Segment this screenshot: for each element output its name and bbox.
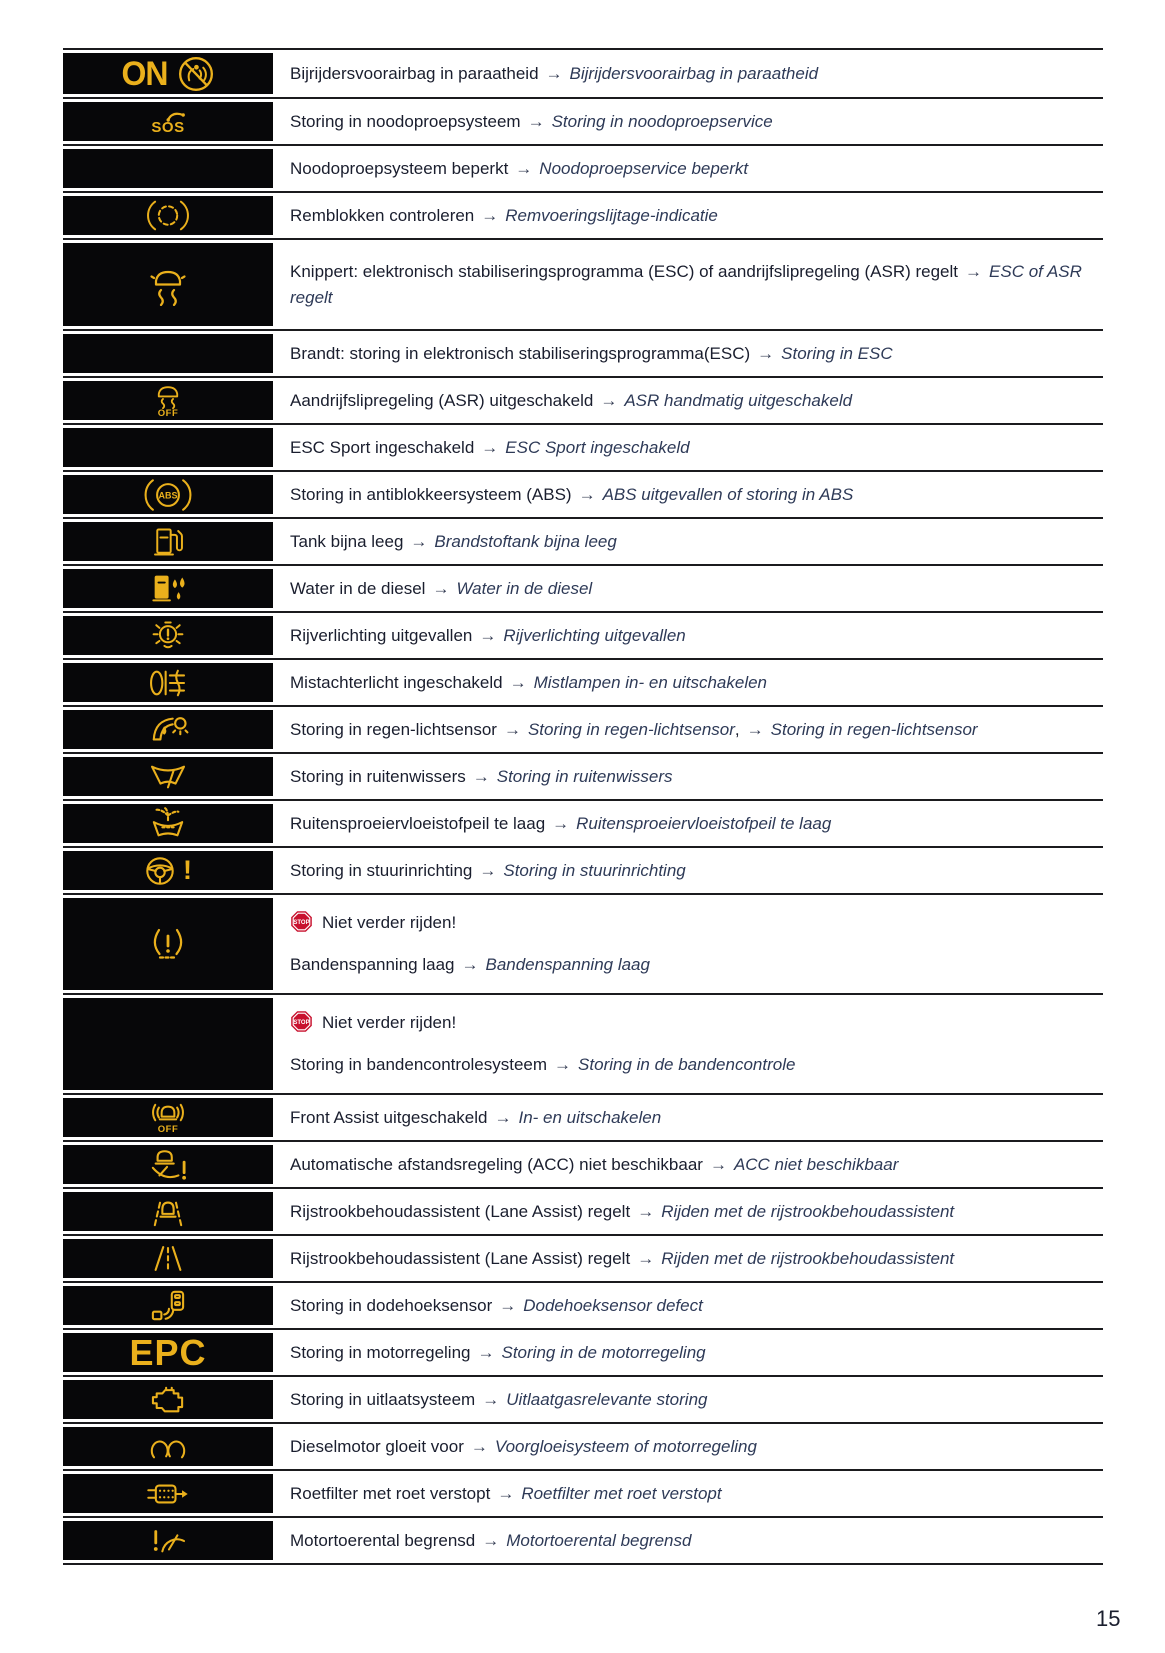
row-description: [273, 331, 1103, 376]
table-row: [63, 1330, 1103, 1377]
arrow-icon: →: [746, 719, 764, 739]
row-description: [273, 1377, 1103, 1422]
arrow-icon: →: [481, 437, 499, 457]
arrow-icon: →: [554, 1055, 572, 1074]
warning-light-cell: [63, 243, 273, 326]
row-description: [273, 566, 1103, 611]
warning-light-cell: [63, 381, 273, 420]
row-description: [273, 754, 1103, 799]
passenger-airbag-on-icon: [122, 55, 215, 93]
reference-text: In- en uitschakelen: [518, 1107, 662, 1127]
warning-light-cell: [63, 616, 273, 655]
arrow-icon: →: [545, 63, 563, 83]
description-text: Storing in regen-lichtsensor: [290, 719, 497, 739]
reference-text: Storing in de motorregeling: [501, 1342, 706, 1362]
warning-light-cell: [63, 149, 273, 188]
reference-text: Ruitensproeiervloeistofpeil te laag: [576, 813, 832, 833]
warning-light-cell: [63, 1145, 273, 1184]
table-row: [63, 50, 1103, 99]
arrow-icon: →: [461, 955, 479, 974]
description-text: Storing in stuurinrichting: [290, 860, 473, 880]
reference-text: Bandenspanning laag: [485, 955, 650, 974]
reference-text: Rijden met de rijstrookbehoudassistent: [661, 1248, 955, 1268]
table-row: [63, 895, 1103, 995]
warning-light-cell: [63, 1474, 273, 1513]
fuel-pump-icon: [151, 524, 185, 560]
description-text: Knippert: elektronisch stabiliseringsprogramma (ESC) of aandrijfslipregeling (ASR) regelt: [290, 261, 959, 281]
row-description: [273, 519, 1103, 564]
description-text: Noodoproepsysteem beperkt: [290, 158, 509, 178]
description-text: Rijstrookbehoudassistent (Lane Assist) regelt: [290, 1248, 631, 1268]
table-row: [63, 566, 1103, 613]
row-description: [273, 99, 1103, 144]
warning-light-cell: [63, 428, 273, 467]
row-description: [273, 1283, 1103, 1328]
arrow-icon: →: [637, 1201, 655, 1221]
row-description: [273, 995, 1103, 1093]
wiper-icon: [146, 761, 190, 793]
lane-markings-icon: [148, 1244, 188, 1273]
row-description: [273, 707, 1103, 752]
rear-fog-light-icon: [146, 667, 190, 699]
reference-text: Remvoeringslijtage-indicatie: [505, 205, 718, 225]
table-row: [63, 99, 1103, 146]
reference-text: Storing in regen-lichtsensor: [770, 719, 978, 739]
table-row: [63, 472, 1103, 519]
description-text: Niet verder rijden!: [322, 913, 457, 932]
row-description: [273, 1236, 1103, 1281]
reference-text: Mistlampen in- en uitschakelen: [533, 672, 768, 692]
svg-text:ABS: ABS: [158, 489, 178, 500]
row-description: [273, 1142, 1103, 1187]
glow-plug-icon: [146, 1433, 190, 1461]
warning-light-cell: [63, 1286, 273, 1325]
warning-light-cell: [63, 1427, 273, 1466]
table-row: [63, 519, 1103, 566]
svg-text:STOP: STOP: [293, 919, 310, 926]
row-description: [273, 378, 1103, 423]
row-description: [273, 1518, 1103, 1563]
description-text: Ruitensproeiervloeistofpeil te laag: [290, 813, 546, 833]
description-text: Storing in noodoproepsysteem: [290, 111, 521, 131]
arrow-icon: →: [757, 343, 775, 363]
table-row: [63, 1283, 1103, 1330]
description-text: Front Assist uitgeschakeld: [290, 1107, 488, 1127]
description-text: Tank bijna leeg: [290, 531, 404, 551]
row-description: [273, 848, 1103, 893]
table-row: [63, 1377, 1103, 1424]
warning-light-cell: [63, 1192, 273, 1231]
table-row: [63, 146, 1103, 193]
reference-text: ASR handmatig uitgeschakeld: [624, 390, 853, 410]
water-in-fuel-icon: [150, 572, 187, 605]
table-row: [63, 613, 1103, 660]
description-text: ,: [734, 719, 740, 739]
table-row: [63, 1518, 1103, 1565]
arrow-icon: →: [578, 484, 596, 504]
warning-light-cell: [63, 475, 273, 514]
row-description: [273, 425, 1103, 470]
description-text: Storing in bandencontrolesysteem: [290, 1055, 548, 1074]
front-assist-off-icon: OFF: [148, 1101, 188, 1135]
description-text: Brandt: storing in elektronisch stabiliseringsprogramma(ESC): [290, 343, 751, 363]
table-row: [63, 707, 1103, 754]
arrow-icon: →: [709, 1154, 727, 1174]
row-description: [273, 1189, 1103, 1234]
arrow-icon: →: [509, 672, 527, 692]
warning-light-cell: [63, 1521, 273, 1560]
stop-sign-icon: [290, 910, 313, 933]
arrow-icon: →: [527, 111, 545, 131]
row-description: [273, 146, 1103, 191]
row-description: [273, 1471, 1103, 1516]
steering-warning-icon: !: [144, 855, 192, 887]
warning-light-cell: [63, 522, 273, 561]
table-row: [63, 848, 1103, 895]
warning-light-cell: [63, 102, 273, 141]
table-row: [63, 995, 1103, 1095]
reference-text: Storing in ESC: [781, 343, 893, 363]
description-text: Roetfilter met roet verstopt: [290, 1483, 491, 1503]
table-row: [63, 1142, 1103, 1189]
arrow-icon: →: [479, 625, 497, 645]
table-row: [63, 1471, 1103, 1518]
table-row: [63, 331, 1103, 378]
description-text: Rijverlichting uitgevallen: [290, 625, 473, 645]
warning-light-cell: [63, 804, 273, 843]
reference-text: Voorgloeisysteem of motorregeling: [494, 1436, 757, 1456]
arrow-icon: →: [410, 531, 428, 551]
rain-light-sensor-icon: [146, 712, 190, 748]
arrow-icon: →: [965, 261, 983, 281]
warning-light-cell: [63, 1098, 273, 1137]
warning-lights-table: [63, 48, 1103, 1565]
table-row: [63, 1189, 1103, 1236]
particulate-filter-icon: [145, 1479, 191, 1509]
arrow-icon: →: [481, 205, 499, 225]
reference-text: Storing in noodoproepservice: [551, 111, 773, 131]
arrow-icon: →: [472, 766, 490, 786]
row-description: [273, 240, 1103, 329]
reference-text: Noodoproepservice beperkt: [539, 158, 749, 178]
acc-warning-icon: [146, 1147, 190, 1183]
reference-text: Roetfilter met roet verstopt: [521, 1483, 722, 1503]
description-text: Niet verder rijden!: [322, 1013, 457, 1032]
warning-light-cell: [63, 334, 273, 373]
reference-text: Dodehoeksensor defect: [523, 1295, 703, 1315]
tyre-pressure-icon: [147, 925, 189, 963]
row-description: [273, 1330, 1103, 1375]
warning-light-cell: [63, 196, 273, 235]
row-description: [273, 801, 1103, 846]
description-text: Motortoerental begrensd: [290, 1530, 476, 1550]
row-description: [273, 1095, 1103, 1140]
sos-call-icon: SOS: [149, 108, 187, 136]
arrow-icon: →: [552, 813, 570, 833]
table-row: [63, 425, 1103, 472]
reference-text: Rijverlichting uitgevallen: [503, 625, 686, 645]
description-text: Storing in antiblokkeersysteem (ABS): [290, 484, 572, 504]
row-description: [273, 895, 1103, 993]
brake-pads-icon: [143, 198, 193, 233]
reference-text: ABS uitgevallen of storing in ABS: [602, 484, 854, 504]
table-row: [63, 801, 1103, 848]
reference-text: ESC of ASR regelt: [290, 261, 1082, 307]
table-row: [63, 754, 1103, 801]
arrow-icon: →: [499, 1295, 517, 1315]
arrow-icon: →: [477, 1342, 495, 1362]
warning-light-cell: [63, 53, 273, 94]
description-text: Storing in ruitenwissers: [290, 766, 466, 786]
description-text: Water in de diesel: [290, 578, 426, 598]
arrow-icon: →: [600, 390, 618, 410]
description-text: Aandrijfslipregeling (ASR) uitgeschakeld: [290, 390, 594, 410]
row-description: [273, 1424, 1103, 1469]
table-row: [63, 1236, 1103, 1283]
reference-text: Storing in stuurinrichting: [503, 860, 686, 880]
warning-light-cell: [63, 663, 273, 702]
warning-light-cell: [63, 710, 273, 749]
row-description: [273, 660, 1103, 705]
description-text: Bandenspanning laag: [290, 955, 455, 974]
reference-text: ESC Sport ingeschakeld: [505, 437, 690, 457]
arrow-icon: →: [482, 1530, 500, 1550]
lane-assist-car-icon: [146, 1196, 190, 1228]
warning-light-cell: [63, 757, 273, 796]
table-row: [63, 378, 1103, 425]
warning-light-cell: [63, 1380, 273, 1419]
reference-text: ACC niet beschikbaar: [733, 1154, 899, 1174]
table-row: [63, 240, 1103, 331]
description-text: Bijrijdersvoorairbag in paraatheid: [290, 63, 539, 83]
epc-icon: EPC: [129, 1333, 207, 1372]
asr-off-icon: OFF: [151, 383, 185, 419]
description-text: Storing in uitlaatsysteem: [290, 1389, 476, 1409]
table-row: [63, 1424, 1103, 1471]
warning-light-cell: [63, 998, 273, 1090]
row-description: [273, 50, 1103, 97]
description-text: Automatische afstandsregeling (ACC) niet beschikbaar: [290, 1154, 703, 1174]
warning-light-cell: [63, 898, 273, 990]
svg-text:STOP: STOP: [293, 1019, 310, 1026]
row-description: [273, 613, 1103, 658]
page-number: 15: [1096, 1606, 1121, 1631]
blind-spot-sensor-icon: [147, 1289, 189, 1323]
description-text: ESC Sport ingeschakeld: [290, 437, 475, 457]
arrow-icon: →: [497, 1483, 515, 1503]
table-row: [63, 1095, 1103, 1142]
abs-icon: [140, 477, 196, 513]
washer-fluid-icon: [146, 807, 190, 841]
warning-light-cell: [63, 569, 273, 608]
table-row: [63, 193, 1103, 240]
reference-text: Storing in de bandencontrole: [578, 1055, 796, 1074]
row-description: [273, 193, 1103, 238]
warning-light-cell: [63, 1333, 273, 1372]
stop-sign-icon: [290, 1010, 313, 1033]
reference-text: Storing in regen-lichtsensor: [527, 719, 735, 739]
engine-icon: [146, 1384, 190, 1416]
esc-icon: [146, 264, 190, 306]
arrow-icon: →: [470, 1436, 488, 1456]
description-text: Remblokken controleren: [290, 205, 475, 225]
light-failure-icon: [150, 618, 186, 654]
reference-text: Water in de diesel: [456, 578, 593, 598]
arrow-icon: →: [503, 719, 521, 739]
description-text: Mistachterlicht ingeschakeld: [290, 672, 503, 692]
description-text: Storing in dodehoeksensor: [290, 1295, 493, 1315]
arrow-icon: →: [479, 860, 497, 880]
on-label: ON: [121, 53, 168, 93]
description-text: Rijstrookbehoudassistent (Lane Assist) regelt: [290, 1201, 631, 1221]
arrow-icon: →: [482, 1389, 500, 1409]
reference-text: Rijden met de rijstrookbehoudassistent: [661, 1201, 955, 1221]
rev-limit-icon: [148, 1525, 188, 1557]
arrow-icon: →: [515, 158, 533, 178]
reference-text: Storing in ruitenwissers: [496, 766, 673, 786]
description-text: Dieselmotor gloeit voor: [290, 1436, 464, 1456]
warning-light-cell: [63, 1239, 273, 1278]
arrow-icon: →: [432, 578, 450, 598]
reference-text: Brandstoftank bijna leeg: [434, 531, 617, 551]
table-row: [63, 660, 1103, 707]
row-description: [273, 472, 1103, 517]
reference-text: Bijrijdersvoorairbag in paraatheid: [569, 63, 819, 83]
warning-light-cell: [63, 851, 273, 890]
reference-text: Motortoerental begrensd: [506, 1530, 692, 1550]
reference-text: Uitlaatgasrelevante storing: [506, 1389, 708, 1409]
arrow-icon: →: [494, 1107, 512, 1127]
description-text: Storing in motorregeling: [290, 1342, 471, 1362]
arrow-icon: →: [637, 1248, 655, 1268]
